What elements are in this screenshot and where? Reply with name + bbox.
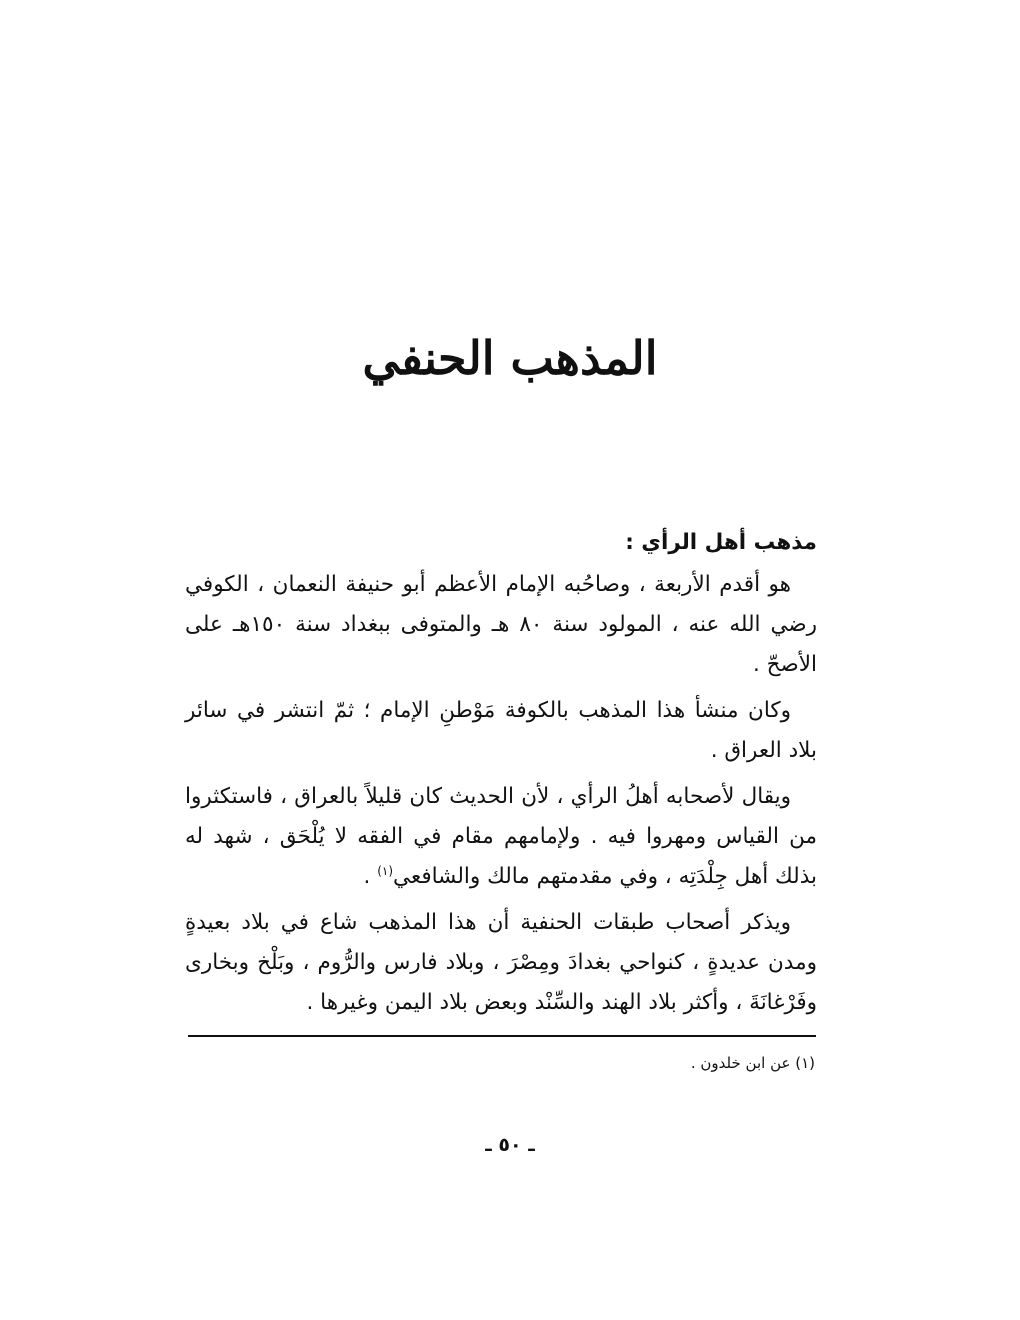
paragraph-2: [185, 691, 817, 771]
body-text: [185, 523, 817, 1029]
section-heading: مذهب أهل الرأي :: [625, 530, 817, 555]
footnote-reference[interactable]: (١): [377, 863, 394, 878]
footnote-divider: [188, 1035, 816, 1037]
chapter-title: المذهب الحنفي: [362, 331, 658, 385]
paragraph-1: [185, 565, 817, 685]
page-number: ـ ٥٠ ـ: [485, 1134, 535, 1156]
paragraph-4-text: ويذكر أصحاب طبقات الحنفية أن هذا المذهب شاع في بلاد بعيدةٍ ومدن عديدةٍ ، كنواحي بغدادَ ومِصْرَ ، وبلاد فارس والرُّوم ، وبَلْخ وبخارى وفَرْغانَةَ ، وأكثر بلاد الهند والسِّنْد وبعض بلاد اليمن وغيرها .: [185, 910, 817, 1015]
paragraph-1-text: هو أقدم الأربعة ، وصاحُبه الإمام الأعظم أبو حنيفة النعمان ، الكوفي رضي الله عنه ، المولود سنة ٨٠ هـ والمتوفى ببغداد سنة ١٥٠هـ على الأصحّ .: [185, 572, 818, 677]
paragraph-3: [185, 777, 817, 897]
paragraph-3-tail: .: [363, 864, 378, 889]
footnote: (١) عن ابن خلدون .: [690, 1054, 815, 1072]
paragraph-4: [185, 903, 817, 1023]
paragraph-3-text: ويقال لأصحابه أهلُ الرأي ، لأن الحديث كان قليلاً بالعراق ، فاستكثروا من القياس ومهروا فيه . ولإمامهم مقام في الفقه لا يُلْحَق ، شهد له بذلك أهل جِلْدَتِه ، وفي مقدمتهم مالك والشافعي: [185, 784, 817, 889]
paragraph-2-text: وكان منشأ هذا المذهب بالكوفة مَوْطنِ الإمام ؛ ثمّ انتشر في سائر بلاد العراق .: [185, 698, 817, 763]
